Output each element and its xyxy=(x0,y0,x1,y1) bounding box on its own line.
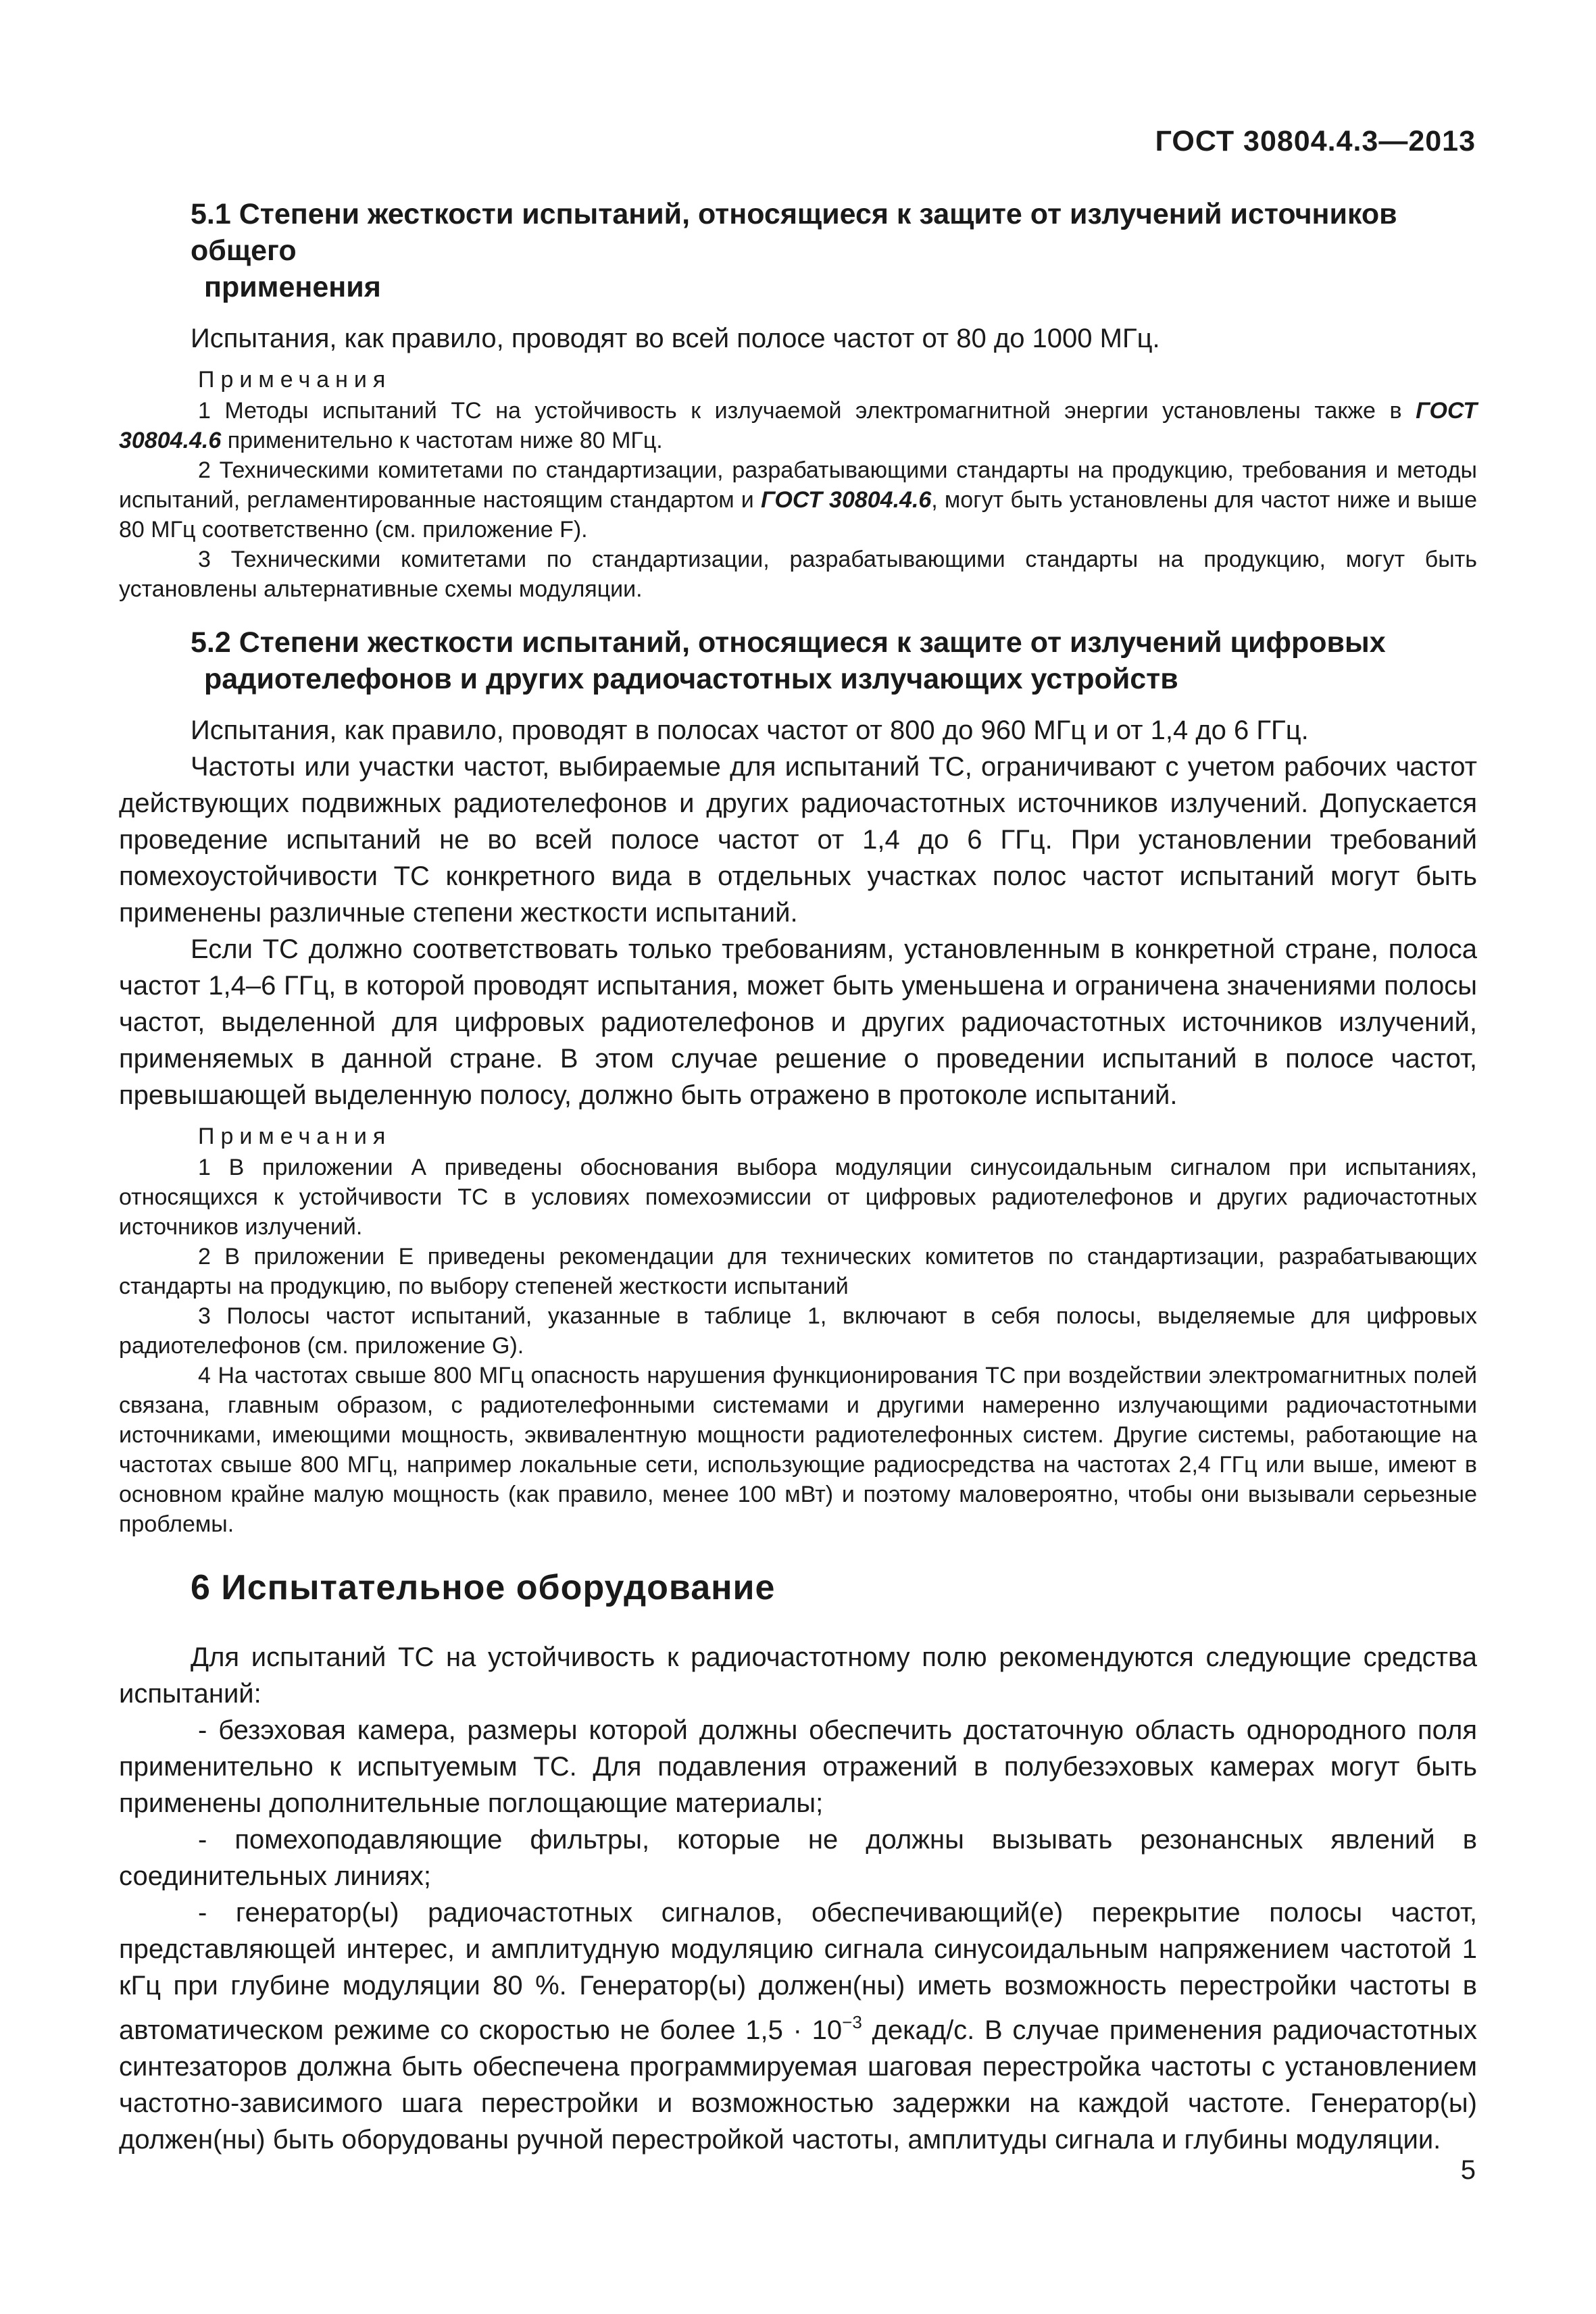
section-5-1-note-3: 3 Техническими комитетами по стандартизации, разрабатывающими стандарты на продукцию, могут быть установлены альтернативные схемы модуляции. xyxy=(119,547,1477,602)
section-5-2-heading-line2: радиотелефонов и других радиочастотных излучающих устройств xyxy=(204,663,1178,695)
section-5-2-paragraph-1: Испытания, как правило, проводят в полосах частот от 800 до 960 МГц и от 1,4 до 6 ГГц. xyxy=(191,715,1309,745)
section-5-1-notes-title: Примечания xyxy=(198,367,392,393)
exponent: −3 xyxy=(842,2012,862,2032)
section-5-2-note-3: 3 Полосы частот испытаний, указанные в таблице 1, включают в себя полосы, выделяемые для цифровых радиотелефонов (см. приложение G). xyxy=(119,1303,1477,1359)
section-5-1-heading-line2: применения xyxy=(204,271,381,303)
section-5-1-heading xyxy=(119,196,1477,305)
section-6-heading: 6 Испытательное оборудование xyxy=(191,1568,776,1607)
section-5-1-heading-line1: 5.1 Степени жесткости испытаний, относящиеся к защите от излучений источников общего xyxy=(191,198,1397,267)
section-5-2-notes-title: Примечания xyxy=(198,1124,392,1149)
section-5-1-note-1: 1 Методы испытаний ТС на устойчивость к излучаемой электромагнитной энергии установлены также в ГОСТ 30804.4.6 применительно к частотам ниже 80 МГц. xyxy=(119,398,1477,453)
section-5-2-paragraph-3: Если ТС должно соответствовать только требованиям, установленным в конкретной стране, полоса частот 1,4–6 ГГц, в которой проводят испытания, может быть уменьшена и ограничена значениями полосы частот, выделенной для цифровых радиотелефонов и других радиочастотных источников излучений, применяемых в данной стране. В этом случае решение о проведении испытаний в полосе частот, превышающей выделенную полосу, должно быть отражено в протоколе испытаний. xyxy=(119,934,1477,1110)
section-5-2-note-4: 4 На частотах свыше 800 МГц опасность нарушения функционирования ТС при воздействии электромагнитных полей связана, главным образом, с радиотелефонными системами и другими намеренно излучающими радиочастотными источниками, имеющими мощность, эквивалентную мощности радиотелефонных систем. Другие системы, работающие на частотах свыше 800 МГц, например локальные сети, использующие радиосредства на частотах 2,4 ГГц или выше, имеют в основном крайне малую мощность (как правило, менее 100 мВт) и поэтому маловероятно, чтобы они вызывали серьезные проблемы. xyxy=(119,1363,1477,1537)
gost-reference: ГОСТ 30804.4.6 xyxy=(760,487,932,513)
section-6-item-filters: - помехоподавляющие фильтры, которые не должны вызывать резонансных явлений в соединительных линиях; xyxy=(119,1825,1477,1891)
section-6-item-chamber: - безэховая камера, размеры которой должны обеспечить достаточную область однородного поля применительно к испытуемым ТС. Для подавления отражений в полубезэховых камерах могут быть применены дополнительные поглощающие материалы; xyxy=(119,1715,1477,1818)
gost-reference: ГОСТ 30804.4.6 xyxy=(119,398,1477,453)
section-5-2-heading-line1: 5.2 Степени жесткости испытаний, относящиеся к защите от излучений цифровых xyxy=(191,626,1386,659)
section-5-2-heading xyxy=(119,624,1477,697)
section-6-intro: Для испытаний ТС на устойчивость к радиочастотному полю рекомендуются следующие средства испытаний: xyxy=(119,1642,1477,1709)
section-5-2-note-2: 2 В приложении Е приведены рекомендации для технических комитетов по стандартизации, разрабатывающих стандарты на продукцию, по выбору степеней жесткости испытаний xyxy=(119,1244,1477,1299)
page-content xyxy=(119,196,1477,2158)
document-header: ГОСТ 30804.4.3—2013 xyxy=(1155,125,1476,157)
section-6-item-generator: - генератор(ы) радиочастотных сигналов, обеспечивающий(е) перекрытие полосы частот, представляющей интерес, и амплитудную модуляцию сигнала синусоидальным напряжением частотой 1 кГц при глубине модуляции 80 %. Генератор(ы) должен(ны) иметь возможность перестройки частоты в автоматическом режиме со скоростью не более $1,5 \cdot 10^{-3}$ декад/с. В случае применения радиочастотных синтезаторов должна быть обеспечена программируемая шаговая перестройка частоты с установлением частотно-зависимого шага перестройки и возможностью задержки на каждой частоте. Генератор(ы) должен(ны) быть оборудованы ручной перестройкой частоты, амплитуды сигнала и глубины модуляции. xyxy=(119,1898,1477,2155)
section-5-1-note-2: 2 Техническими комитетами по стандартизации, разрабатывающими стандарты на продукцию, требования и методы испытаний, регламентированные настоящим стандартом и ГОСТ 30804.4.6, могут быть установлены для частот ниже и выше 80 МГц соответственно (см. приложение F). xyxy=(119,457,1477,543)
section-5-2-paragraph-2: Частоты или участки частот, выбираемые для испытаний ТС, ограничивают с учетом рабочих частот действующих подвижных радиотелефонов и других радиочастотных источников излучений. Допускается проведение испытаний не во всей полосе частот от 1,4 до 6 ГГц. При установлении требований помехоустойчивости ТС конкретного вида в отдельных участках полос частот испытаний могут быть применены различные степени жесткости испытаний. xyxy=(119,752,1477,928)
page-number: 5 xyxy=(1460,2155,1476,2185)
section-5-2-note-1: 1 В приложении А приведены обоснования выбора модуляции синусоидальным сигналом при испытаниях, относящихся к устойчивости ТС в условиях помехоэмиссии от цифровых радиотелефонов и других радиочастотных источников излучений. xyxy=(119,1155,1477,1240)
section-5-1-paragraph: Испытания, как правило, проводят во всей полосе частот от 80 до 1000 МГц. xyxy=(191,324,1160,353)
